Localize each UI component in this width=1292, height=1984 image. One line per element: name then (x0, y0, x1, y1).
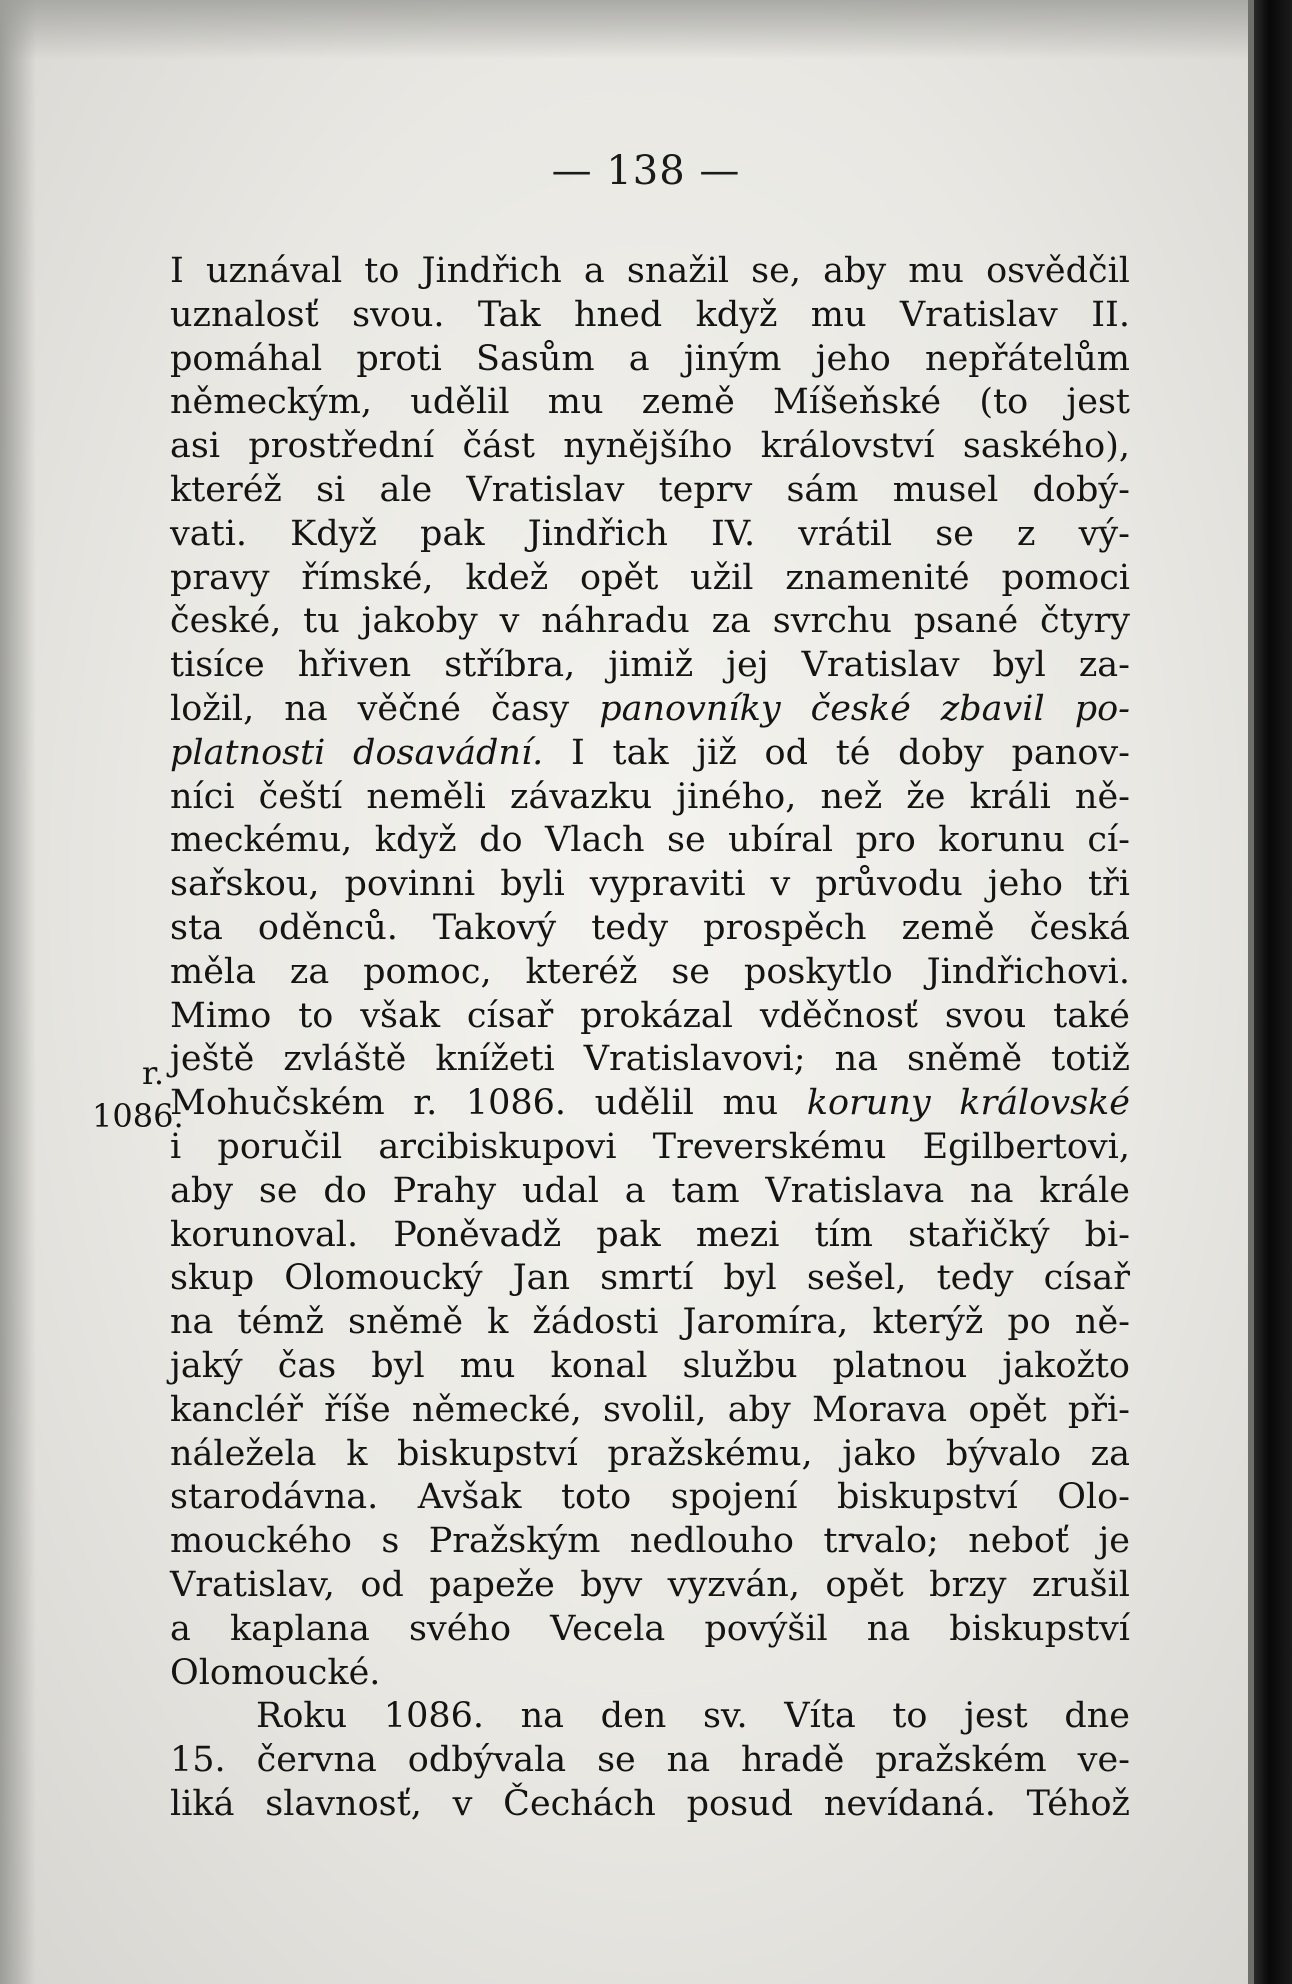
page-left-shadow (0, 0, 36, 1984)
text-line: ještě zvláště knížeti Vratislavovi; na sněmě totiž (170, 1039, 1130, 1080)
text-line (170, 732, 1130, 776)
text-line: vati. Když pak Jindřich IV. vrátil se z vý- (170, 513, 1130, 554)
text-line: měla za pomoc, kteréž se poskytlo Jindřichovi. (170, 951, 1130, 992)
text-line: aby se do Prahy udal a tam Vratislava na krále (170, 1170, 1130, 1211)
page-right-edge (1254, 0, 1292, 1984)
italic-segment: platnosti dosavádní. (170, 732, 544, 773)
text-line: i poručil arcibiskupovi Treverskému Egilbertovi, (170, 1126, 1130, 1167)
text-line (170, 1082, 1130, 1126)
text-line: mouckého s Pražským nedlouho trvalo; neboť je (170, 1521, 1130, 1562)
text-line: kancléř říše německé, svolil, aby Morava opět při- (170, 1389, 1130, 1430)
text-line: pomáhal proti Sasům a jiným jeho nepřátelům (170, 338, 1130, 379)
text-line: Vratislav, od papeže byv vyzván, opět brzy zrušil (170, 1564, 1130, 1605)
text-segment: I tak již od té doby panov- (543, 732, 1130, 773)
text-line: pravy římské, kdež opět užil znamenité pomoci (170, 557, 1130, 598)
italic-segment: panovníky české zbavil po- (599, 688, 1130, 729)
page-number: — 138 — (551, 148, 741, 194)
text-line (170, 688, 1130, 732)
text-line: české, tu jakoby v náhradu za svrchu psané čtyry (170, 601, 1130, 642)
text-line: náležela k biskupství pražskému, jako bývalo za (170, 1433, 1130, 1474)
margin-note-year-prefix: r. (142, 1054, 164, 1092)
body-text (170, 250, 1130, 1827)
text-segment: ložil, na věčné časy (170, 688, 600, 729)
text-line: Roku 1086. na den sv. Víta to jest dne (256, 1696, 1130, 1737)
text-line: jaký čas byl mu konal službu platnou jakožto (170, 1345, 1130, 1386)
margin-note-year: 1086. (92, 1097, 184, 1135)
text-line: tisíce hřiven stříbra, jimiž jej Vratislav byl za- (170, 645, 1130, 686)
text-line: německým, udělil mu země Míšeňské (to jest (170, 382, 1130, 423)
text-line: Mimo to však císař prokázal vděčnosť svou také (170, 995, 1130, 1036)
text-line: meckému, když do Vlach se ubíral pro korunu cí- (170, 820, 1130, 861)
text-line: korunoval. Poněvadž pak mezi tím stařičký bi- (170, 1214, 1130, 1255)
text-line: starodávna. Avšak toto spojení biskupství Olo- (170, 1477, 1130, 1518)
text-line: liká slavnosť, v Čechách posud nevídaná. Téhož (170, 1783, 1130, 1824)
text-line: sařskou, povinni byli vypraviti v průvodu jeho tři (170, 864, 1130, 905)
text-line: skup Olomoucký Jan smrtí byl sešel, tedy císař (170, 1258, 1130, 1299)
text-line: sta oděnců. Takový tedy prospěch země česká (170, 907, 1130, 948)
text-line: I uznával to Jindřich a snažil se, aby mu osvědčil (170, 251, 1130, 291)
text-line: 15. června odbývala se na hradě pražském ve- (170, 1740, 1130, 1781)
text-line: níci čeští neměli závazku jiného, než že králi ně- (170, 776, 1130, 817)
text-line: uznalosť svou. Tak hned když mu Vratislav II. (170, 294, 1130, 335)
italic-segment: koruny královské (806, 1083, 1130, 1124)
text-line: a kaplana svého Vecela povýšil na biskupství (170, 1608, 1130, 1649)
text-line: Olomoucké. (170, 1652, 381, 1693)
text-segment: Mohučském r. 1086. udělil mu (170, 1083, 807, 1124)
page-top-shadow (0, 0, 1292, 60)
text-line: na témž sněmě k žádosti Jaromíra, kterýž po ně- (170, 1302, 1130, 1343)
text-line: asi prostřední část nynějšího království saského), (170, 426, 1130, 467)
text-line: kteréž si ale Vratislav teprv sám musel dobý- (170, 469, 1130, 510)
